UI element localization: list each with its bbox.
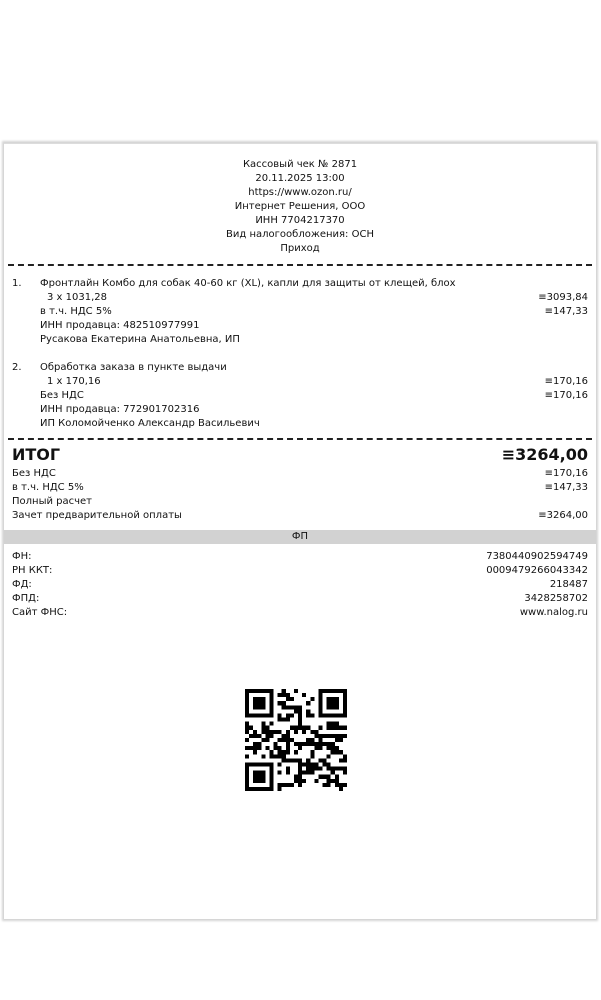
fiscal-label: Сайт ФНС: <box>12 607 68 618</box>
item-seller-inn: ИНН продавца: 482510977991 <box>40 320 200 331</box>
fiscal-label: РН ККТ: <box>12 565 53 576</box>
fiscal-value: 3428258702 <box>524 593 588 604</box>
totals-row-value: ≡147,33 <box>544 482 588 493</box>
fiscal-value: 0009479266043342 <box>486 565 588 576</box>
tax-system: Вид налогообложения: ОСН <box>226 229 374 240</box>
fiscal-label: ФПД: <box>12 593 40 604</box>
item-sum: ≡3093,84 <box>538 292 588 303</box>
item-vat-value: ≡147,33 <box>544 306 588 317</box>
fiscal-bar-label: ФП <box>291 531 309 542</box>
receipt-paper <box>4 143 596 919</box>
item-name: Обработка заказа в пункте выдачи <box>40 362 227 373</box>
fiscal-value: 7380440902594749 <box>486 551 588 562</box>
item-number: 2. <box>12 362 22 373</box>
fiscal-value: 218487 <box>549 579 588 590</box>
total-value: ≡3264,00 <box>501 445 588 464</box>
item-qty-price: 1 x 170,16 <box>47 376 101 387</box>
company-inn: ИНН 7704217370 <box>255 215 345 226</box>
divider <box>8 264 592 266</box>
qr-code-icon <box>245 689 347 791</box>
item-seller-name: Русакова Екатерина Анатольевна, ИП <box>40 334 240 345</box>
item-seller-inn: ИНН продавца: 772901702316 <box>40 404 200 415</box>
item-vat-label: Без НДС <box>40 390 84 401</box>
operation-type: Приход <box>280 243 320 254</box>
total-label: ИТОГ <box>12 445 61 464</box>
receipt-site: https://www.ozon.ru/ <box>248 187 352 198</box>
totals-row-label: Полный расчет <box>12 496 92 507</box>
totals-row-value: ≡170,16 <box>544 468 588 479</box>
receipt-datetime: 20.11.2025 13:00 <box>255 173 345 184</box>
totals-row-label: в т.ч. НДС 5% <box>12 482 84 493</box>
item-number: 1. <box>12 278 22 289</box>
fiscal-bar <box>4 530 596 544</box>
fiscal-value: www.nalog.ru <box>519 607 588 618</box>
fiscal-label: ФД: <box>12 579 32 590</box>
totals-row-value: ≡3264,00 <box>538 510 588 521</box>
item-qty-price: 3 x 1031,28 <box>47 292 107 303</box>
totals-row-label: Без НДС <box>12 468 56 479</box>
item-vat-value: ≡170,16 <box>544 390 588 401</box>
totals-row-label: Зачет предварительной оплаты <box>12 510 182 521</box>
item-name: Фронтлайн Комбо для собак 40-60 кг (XL), капли для защиты от клещей, блох <box>40 278 456 289</box>
item-seller-name: ИП Коломойченко Александр Васильевич <box>40 418 260 429</box>
receipt-title: Кассовый чек № 2871 <box>242 159 358 170</box>
fiscal-label: ФН: <box>12 551 32 562</box>
item-sum: ≡170,16 <box>544 376 588 387</box>
divider <box>8 438 592 440</box>
company-name: Интернет Решения, ООО <box>234 201 366 212</box>
item-vat-label: в т.ч. НДС 5% <box>40 306 112 317</box>
